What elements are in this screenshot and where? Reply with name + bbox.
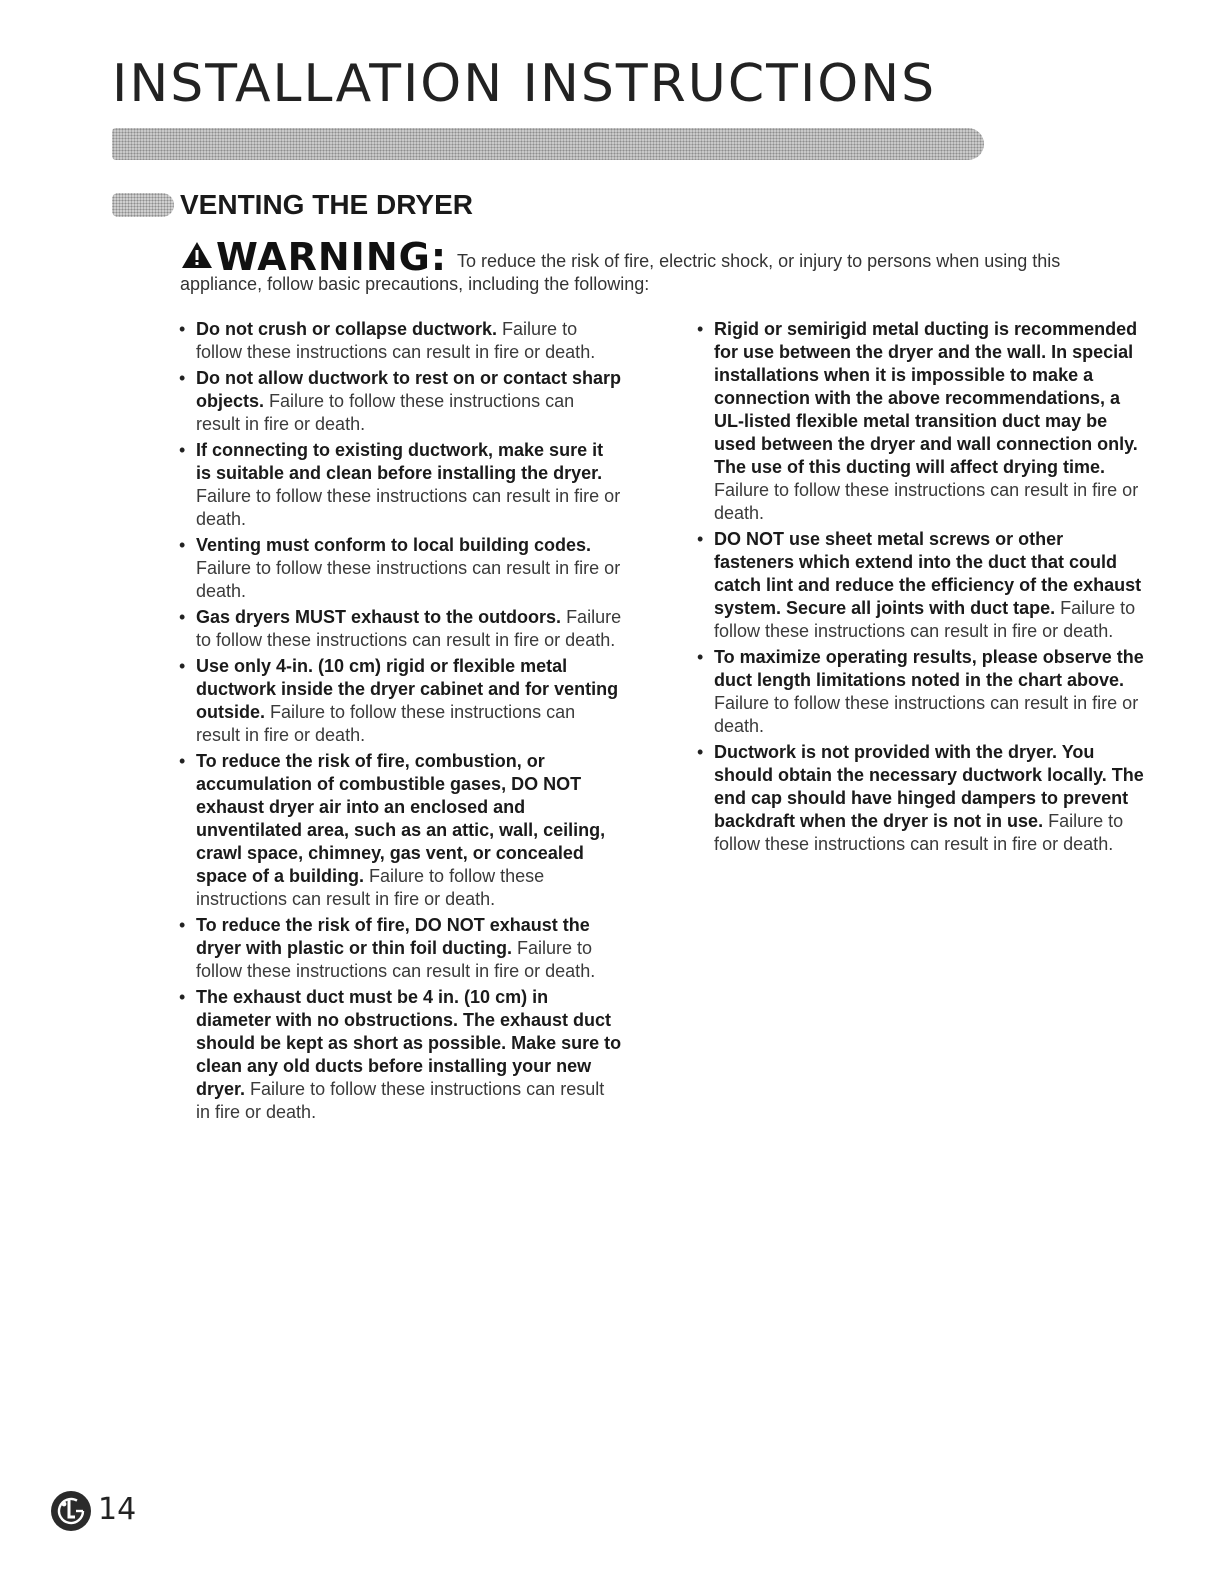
list-item [176,655,622,747]
lg-logo-icon [50,1490,92,1532]
list-item-bold: Venting must conform to local building codes. [196,535,592,555]
list-item-text: Failure to follow these instructions can result in fire or death. [196,702,576,745]
list-item-text: Failure to follow these instructions can result in fire or death. [714,480,1139,523]
right-column-list [694,318,1144,859]
list-item-bold: DO NOT use sheet metal screws or other fasteners which extend into the duct that could catch lint and reduce the efficiency of the exhaust system. Secure all joints with duct tape. [714,529,1142,618]
left-column-list [176,318,622,1127]
list-item [694,528,1144,643]
list-item-bold: Do not allow ductwork to rest on or contact sharp objects. [196,368,622,411]
section-tab-icon [112,193,174,217]
list-item-text: Failure to follow these instructions can result in fire or death. [196,866,545,909]
list-item-bold: Use only 4-in. (10 cm) rigid or flexible metal ductwork inside the dryer cabinet and for venting outside. [196,656,619,722]
warning-text: To reduce the risk of fire, electric shock, or injury to persons when using this appliance, follow basic precautions, including the following: [180,251,1061,294]
list-item-bold: If connecting to existing ductwork, make sure it is suitable and clean before installing the dryer. [196,440,604,483]
list-item-bold: To maximize operating results, please observe the duct length limitations noted in the chart above. [714,647,1144,690]
list-item-bold: Ductwork is not provided with the dryer. You should obtain the necessary ductwork locally. The end cap should have hinged dampers to prevent backdraft when the dryer is not in use. [714,742,1144,831]
warning-label: WARNING: [216,235,448,279]
list-item [176,534,622,603]
list-item-text: Failure to follow these instructions can result in fire or death. [196,391,575,434]
list-item-text: Failure to follow these instructions can result in fire or death. [714,598,1136,641]
list-item-bold: Do not crush or collapse ductwork. [196,319,498,339]
page-number: 14 [98,1492,137,1527]
list-item [694,646,1144,738]
title-underline-bar [112,128,984,160]
list-item [176,606,622,652]
list-item-text: Failure to follow these instructions can result in fire or death. [196,607,622,650]
list-item [176,318,622,364]
list-item [176,367,622,436]
list-item [176,986,622,1124]
list-item [176,439,622,531]
list-item-bold: The exhaust duct must be 4 in. (10 cm) in diameter with no obstructions. The exhaust duct should be kept as short as possible. Make sure to clean any old ducts before installing your new dryer. [196,987,622,1099]
page-title: INSTALLATION INSTRUCTIONS [112,54,937,114]
list-item-bold: To reduce the risk of fire, DO NOT exhaust the dryer with plastic or thin foil ducting. [196,915,590,958]
list-item [176,750,622,911]
list-item-text: Failure to follow these instructions can result in fire or death. [196,1079,605,1122]
list-item-bold: To reduce the risk of fire, combustion, or accumulation of combustible gases, DO NOT exhaust dryer air into an enclosed and unventilated area, such as an attic, wall, ceiling, crawl space, chimney, gas vent, or concealed space of a building. [196,751,606,886]
list-item [176,914,622,983]
list-item-text: Failure to follow these instructions can result in fire or death. [714,811,1124,854]
list-item-text: Failure to follow these instructions can result in fire or death. [714,693,1139,736]
list-item-text: Failure to follow these instructions can result in fire or death. [196,938,596,981]
section-title: VENTING THE DRYER [180,189,473,220]
list-item [694,318,1144,525]
list-item-bold: Rigid or semirigid metal ducting is recommended for use between the dryer and the wall. In special installations when it is impossible to make a connection with the above recommendations, a UL-listed flexible metal transition duct may be used between the dryer and wall connection only. The use of this ducting will affect drying time. [714,319,1138,477]
list-item-text: Failure to follow these instructions can result in fire or death. [196,486,621,529]
warning-block [180,235,1130,296]
list-item-text: Failure to follow these instructions can result in fire or death. [196,558,621,601]
list-item-text: Failure to follow these instructions can result in fire or death. [196,319,596,362]
list-item [694,741,1144,856]
list-item-bold: Gas dryers MUST exhaust to the outdoors. [196,607,562,627]
warning-triangle-icon [180,240,214,270]
